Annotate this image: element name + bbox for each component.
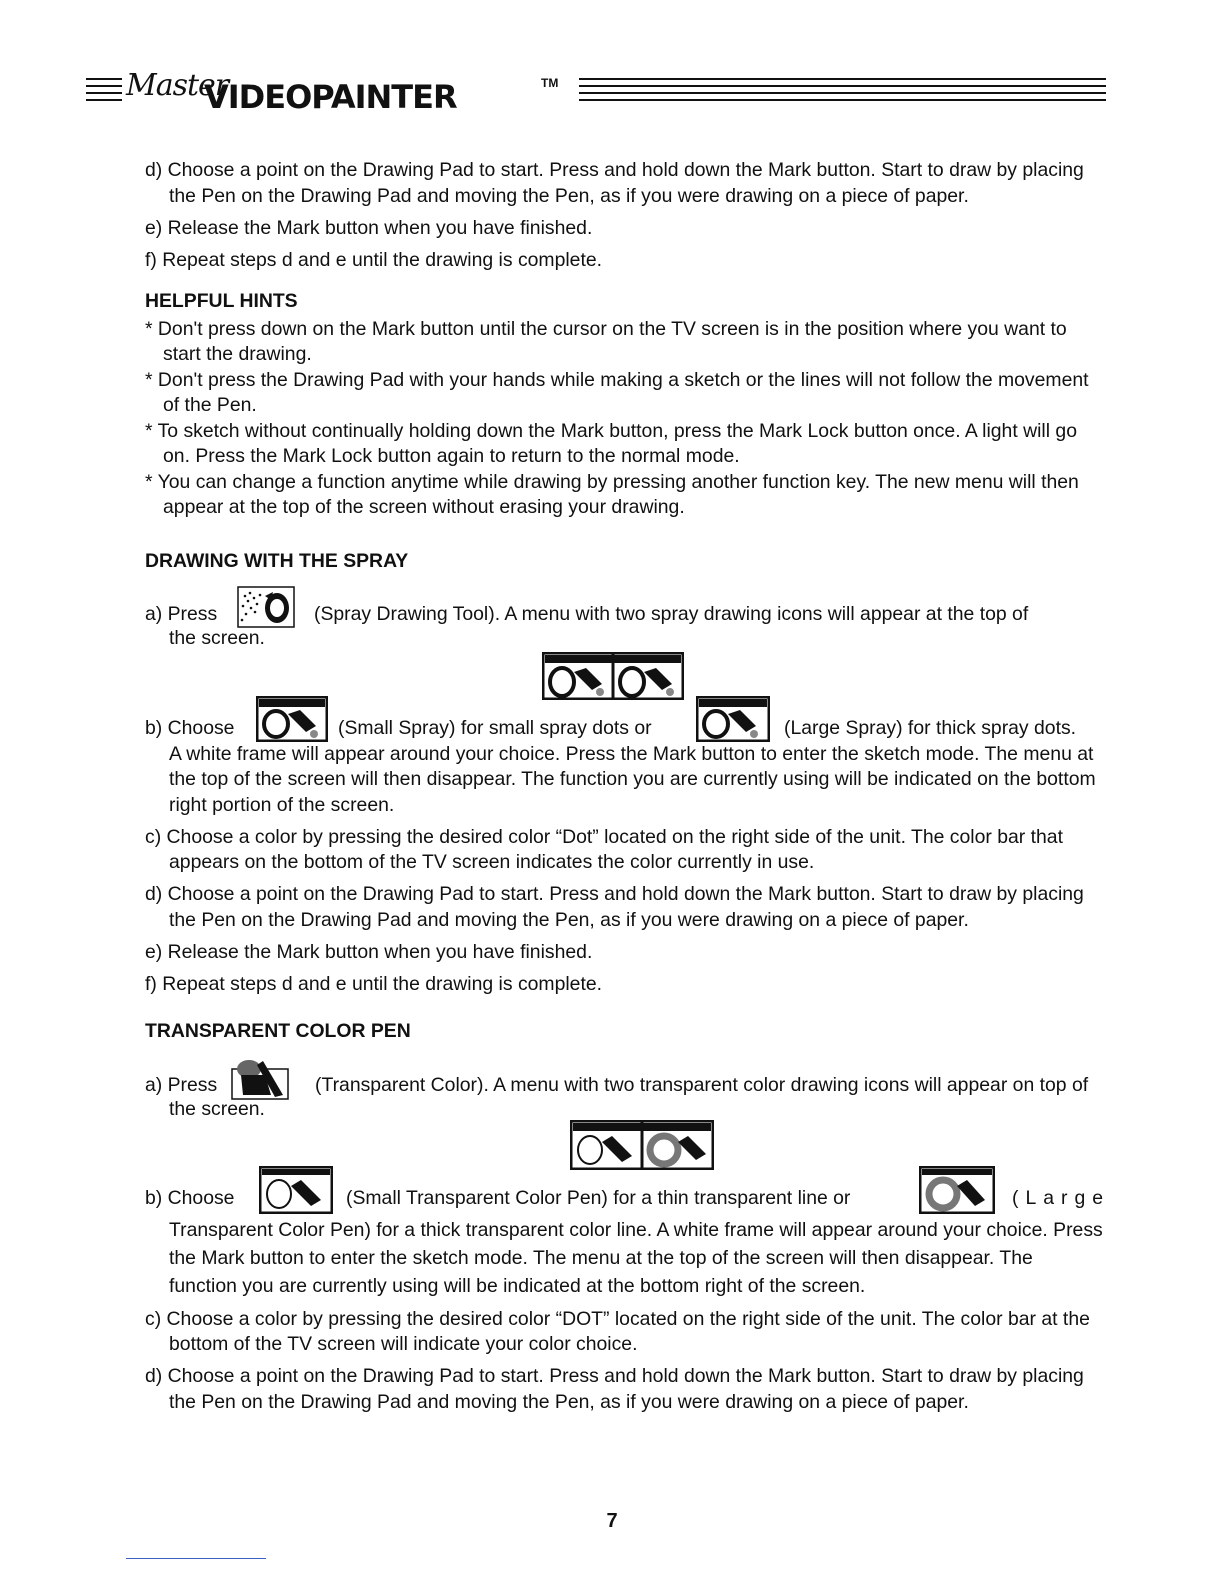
logo-main: VIDEOPAINTER bbox=[204, 78, 457, 116]
header-rule-left bbox=[86, 78, 122, 108]
step-f-top: f) Repeat steps d and e until the drawing is complete. bbox=[145, 248, 603, 271]
hint-4: * You can change a function anytime while drawing by pressing another function key. The new menu will then appear at the top of the screen without erasing your drawing. bbox=[145, 470, 1079, 518]
transparent-heading: TRANSPARENT COLOR PEN bbox=[145, 1020, 411, 1042]
transparent-color-icon bbox=[231, 1055, 289, 1101]
page-header bbox=[86, 66, 1106, 124]
transparent-menu-icon bbox=[570, 1120, 714, 1170]
transparent-step-b bbox=[145, 1176, 1111, 1214]
spray-a-prefix: a) Press bbox=[145, 603, 218, 625]
transparent-b-mid: (Small Transparent Color Pen) for a thin transparent line or bbox=[346, 1187, 851, 1209]
large-transparent-pen-icon bbox=[919, 1166, 995, 1214]
transparent-a-continuation: the screen. bbox=[169, 1097, 265, 1120]
spray-step-c: c) Choose a color by pressing the desired color “Dot” located on the right side of the unit. The color bar that appears on the bottom of the TV screen indicates the color currently in use. bbox=[145, 825, 1063, 873]
spray-b-mid: (Small Spray) for small spray dots or bbox=[338, 716, 652, 739]
transparent-b-end: (Large bbox=[1012, 1187, 1111, 1209]
large-spray-icon bbox=[696, 696, 770, 742]
spray-step-e: e) Release the Mark button when you have finished. bbox=[145, 940, 593, 963]
page-number: 7 bbox=[606, 1510, 618, 1532]
step-e-top: e) Release the Mark button when you have finished. bbox=[145, 216, 593, 239]
spray-step-d: d) Choose a point on the Drawing Pad to start. Press and hold down the Mark button. Start to draw by placing the Pen on the Drawing Pad and moving the Pen, as if you were drawing on a piece of paper. bbox=[145, 883, 1084, 931]
hint-2: * Don't press the Drawing Pad with your hands while making a sketch or the lines will not follow the movement of the Pen. bbox=[145, 368, 1089, 416]
page-content bbox=[145, 158, 1111, 1422]
hint-3: * To sketch without continually holding down the Mark button, press the Mark Lock button once. A light will go on. Press the Mark Lock button again to return to the normal mode. bbox=[145, 419, 1077, 467]
spray-step-a bbox=[145, 590, 1103, 640]
transparent-step-a bbox=[145, 1061, 1103, 1111]
spray-b-prefix: b) Choose bbox=[145, 716, 235, 739]
spray-step-f: f) Repeat steps d and e until the drawing is complete. bbox=[145, 972, 603, 995]
spray-heading: DRAWING WITH THE SPRAY bbox=[145, 549, 409, 572]
footer-rule bbox=[126, 1558, 266, 1559]
spray-tool-icon bbox=[237, 586, 295, 628]
transparent-step-c: c) Choose a color by pressing the desired color “DOT” located on the right side of the unit. The color bar at the bottom of the TV screen will indicate your color choice. bbox=[145, 1307, 1090, 1355]
small-spray-icon bbox=[256, 696, 328, 742]
spray-a-continuation: the screen. bbox=[169, 627, 265, 649]
helpful-hints-heading: HELPFUL HINTS bbox=[145, 290, 298, 312]
transparent-a-text: (Transparent Color). A menu with two transparent color drawing icons will appear on top of bbox=[315, 1073, 1089, 1096]
header-rule-right bbox=[579, 78, 1106, 108]
transparent-step-d: d) Choose a point on the Drawing Pad to start. Press and hold down the Mark button. Start to draw by placing the Pen on the Drawing Pad and moving the Pen, as if you were drawing on a piece of paper. bbox=[145, 1365, 1084, 1413]
spray-menu-icon bbox=[542, 652, 684, 700]
transparent-b-continuation: Transparent Color Pen) for a thick transparent color line. A white frame will appear around your choice. Press the Mark button to enter the sketch mode. The menu at the top of the screen will then disappear. The function you are currently using will be indicated at the bottom right of the screen. bbox=[169, 1219, 1103, 1297]
logo-trademark: TM bbox=[541, 76, 559, 90]
hint-1: * Don't press down on the Mark button until the cursor on the TV screen is in the position where you want to start the drawing. bbox=[145, 317, 1067, 365]
small-transparent-pen-icon bbox=[259, 1166, 333, 1214]
spray-b-continuation: A white frame will appear around your choice. Press the Mark button to enter the sketch mode. The menu at the top of the screen will then disappear. The function you are currently using will be indicated on the bottom right portion of the screen. bbox=[169, 742, 1096, 816]
step-d-top: d) Choose a point on the Drawing Pad to start. Press and hold down the Mark button. Start to draw by placing the Pen on the Drawing Pad and moving the Pen, as if you were drawing on a piece of paper. bbox=[145, 159, 1084, 207]
transparent-b-prefix: b) Choose bbox=[145, 1187, 235, 1209]
spray-step-b bbox=[145, 706, 1103, 744]
spray-b-end: (Large Spray) for thick spray dots. bbox=[784, 716, 1077, 739]
transparent-a-prefix: a) Press bbox=[145, 1073, 218, 1096]
logo-script: Master bbox=[126, 68, 229, 103]
spray-a-text: (Spray Drawing Tool). A menu with two spray drawing icons will appear at the top of bbox=[314, 603, 1029, 625]
